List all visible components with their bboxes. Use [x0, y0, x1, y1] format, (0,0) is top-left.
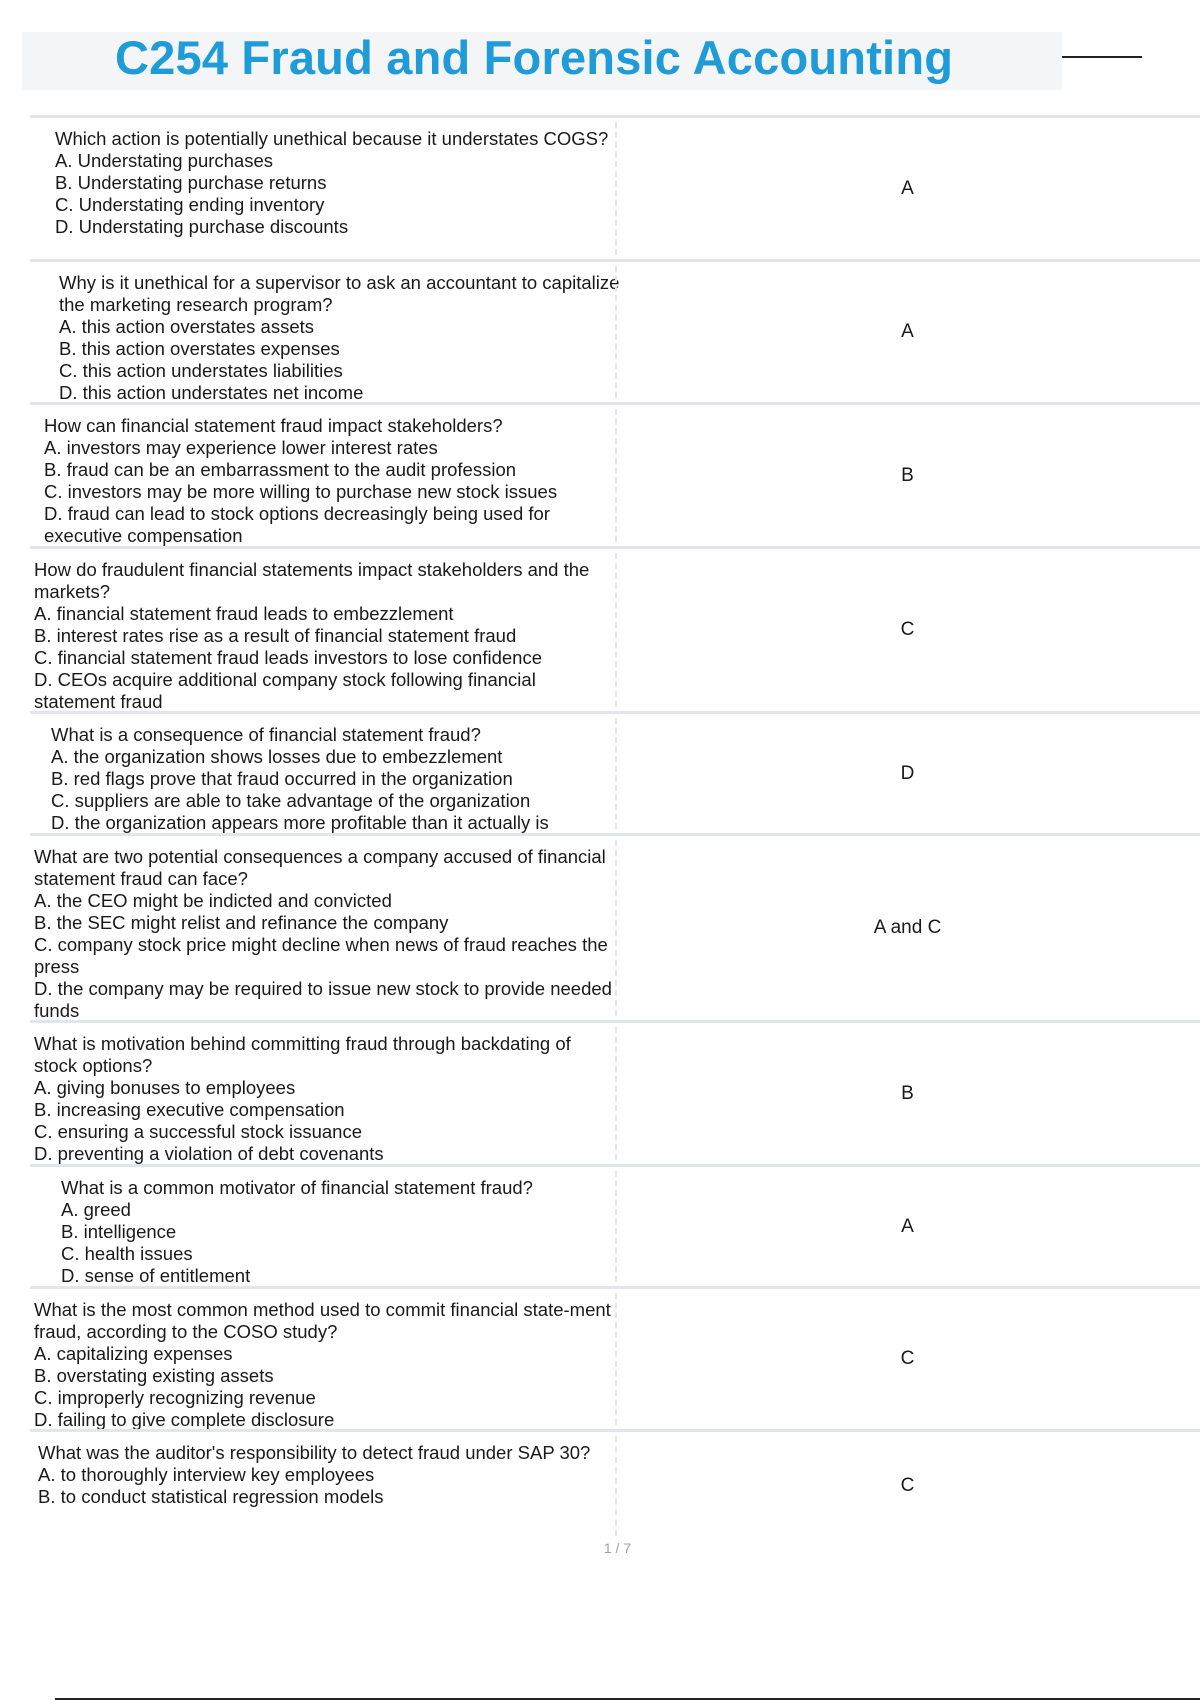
page-number: 1 / 7: [603, 1540, 632, 1556]
title-rule: [1062, 56, 1142, 58]
answer-text: A: [901, 1215, 914, 1237]
question-text: What is motivation behind committing fraud through backdating of stock options? A. giving bonuses to employees B. increasing executive compensation C. ensuring a successful stock issuance D. preventing a violation of debt covenants: [34, 1033, 571, 1164]
answer-text: B: [901, 464, 914, 486]
answer-text: A and C: [873, 917, 942, 938]
question-text: What is the most common method used to commit financial state-ment fraud, according to the COSO study? A. capitalizing expenses B. overstating existing assets C. improperly recognizing revenue D. failing to give complete disclosure: [34, 1299, 611, 1430]
flashcard-row: [30, 1164, 1200, 1286]
flashcard-row: [30, 402, 1200, 546]
answer-text: C: [900, 619, 915, 640]
flashcard-row: [30, 546, 1200, 711]
question-text: What was the auditor's responsibility to detect fraud under SAP 30? A. to thoroughly interview key employees B. to conduct statistical regression models: [38, 1442, 591, 1507]
answer-text: C: [900, 1348, 915, 1369]
question-text: What is a common motivator of financial statement fraud? A. greed B. intelligence C. health issues D. sense of entitlement: [61, 1177, 533, 1286]
answer-text: A: [901, 321, 914, 342]
flashcard-row: [30, 259, 1200, 402]
answer-text: A: [901, 177, 914, 199]
flashcard-row: [30, 711, 1200, 833]
answer-text: B: [901, 1082, 914, 1104]
answer-text: C: [900, 1475, 915, 1496]
question-text: How can financial statement fraud impact stakeholders? A. investors may experience lower interest rates B. fraud can be an embarrassment to the audit profession C. investors may be more willing to purchase new stock issues D. fraud can lead to stock options decreasingly being used for executive compensation: [44, 415, 558, 546]
flashcard-row: [30, 1286, 1200, 1429]
question-text: What are two potential consequences a company accused of financial statement fraud can face? A. the CEO might be indicted and convicted B. the SEC might relist and refinance the company C. company stock price might decline when news of fraud reaches the press D. the company may be required to issue new stock to provide needed funds: [34, 846, 612, 1021]
flashcard-row: [30, 1020, 1200, 1164]
question-text: Which action is potentially unethical because it understates COGS? A. Understating purchases B. Understating purchase returns C. Understating ending inventory D. Understating purchase discounts: [55, 128, 609, 237]
question-text: Why is it unethical for a supervisor to ask an accountant to capitalize the marketing research program? A. this action overstates assets B. this action overstates expenses C. this action understates liabilities D. this action understates net income: [59, 272, 620, 403]
question-text: What is a consequence of financial statement fraud? A. the organization shows losses due to embezzlement B. red flags prove that fraud occurred in the organization C. suppliers are able to take advantage of the organization D. the organization appears more profitable than it actually is: [51, 724, 549, 833]
flashcard-row: [30, 115, 1200, 259]
answer-text: D: [900, 762, 915, 784]
flashcard-row: [30, 833, 1200, 1020]
question-text: How do fraudulent financial statements impact stakeholders and the markets? A. financial statement fraud leads to embezzlement B. interest rates rise as a result of financial statement fraud C. financial statement fraud leads investors to lose confidence D. CEOs acquire additional company stock following financial statement fraud: [34, 559, 590, 712]
flashcard-row: [30, 1429, 1200, 1540]
page-title: C254 Fraud and Forensic Accounting: [115, 31, 954, 84]
flashcard-table: [30, 115, 1200, 1540]
